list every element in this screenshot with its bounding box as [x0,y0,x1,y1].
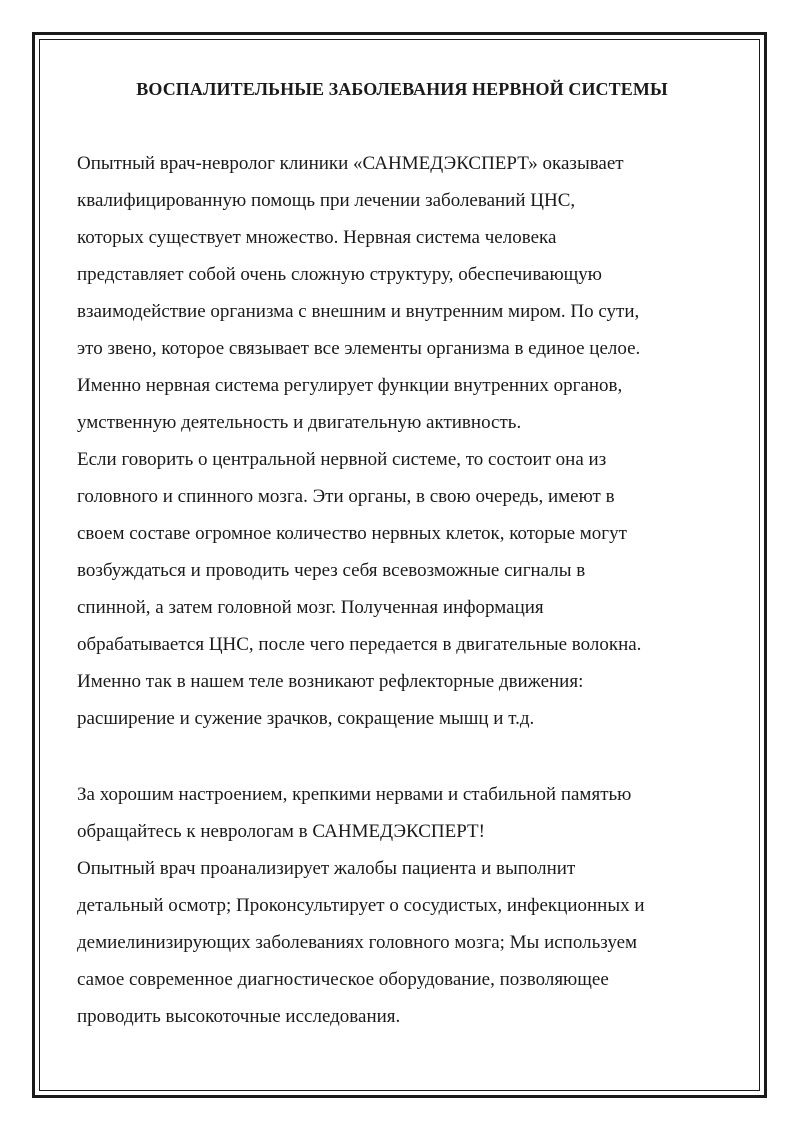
text-line: взаимодействие организма с внешним и внутренним миром. По сути, [77,301,640,322]
text-line: обрабатывается ЦНС, после чего передается в двигательные волокна. [77,634,642,655]
text-line: представляет собой очень сложную структуру, обеспечивающую [77,264,603,285]
text-line: квалифицированную помощь при лечении заболеваний ЦНС, [77,190,576,211]
text-line: Опытный врач проанализирует жалобы пациента и выполнит [77,858,576,879]
text-line: которых существует множество. Нервная система человека [77,227,557,248]
text-line: детальный осмотр; Проконсультирует о сосудистых, инфекционных и [77,895,645,916]
text-line: умственную деятельность и двигательную активность. [77,412,522,433]
text-line: спинной, а затем головной мозг. Полученная информация [77,597,544,618]
text-line: Именно так в нашем теле возникают рефлекторные движения: [77,671,584,692]
text-line: возбуждаться и проводить через себя всевозможные сигналы в [77,560,586,581]
text-line: Если говорить о центральной нервной системе, то состоит она из [77,449,607,470]
text-line: проводить высокоточные исследования. [77,1006,401,1027]
text-line: Именно нервная система регулирует функции внутренних органов, [77,375,623,396]
document-title: ВОСПАЛИТЕЛЬНЫЕ ЗАБОЛЕВАНИЯ НЕРВНОЙ СИСТЕМЫ [136,79,668,99]
text-line: обращайтесь к неврологам в САНМЕДЭКСПЕРТ! [77,821,485,842]
text-line: головного и спинного мозга. Эти органы, в свою очередь, имеют в [77,486,615,507]
text-line: своем составе огромное количество нервных клеток, которые могут [77,523,627,544]
text-line: Опытный врач-невролог клиники «САНМЕДЭКСПЕРТ» оказывает [77,153,624,174]
text-line: демиелинизирующих заболеваниях головного мозга; Мы используем [77,932,638,953]
text-line: это звено, которое связывает все элементы организма в единое целое. [77,338,641,359]
text-line: расширение и сужение зрачков, сокращение мышц и т.д. [77,708,535,729]
text-line: За хорошим настроением, крепкими нервами и стабильной памятью [77,784,632,805]
text-line: самое современное диагностическое оборудование, позволяющее [77,969,609,990]
